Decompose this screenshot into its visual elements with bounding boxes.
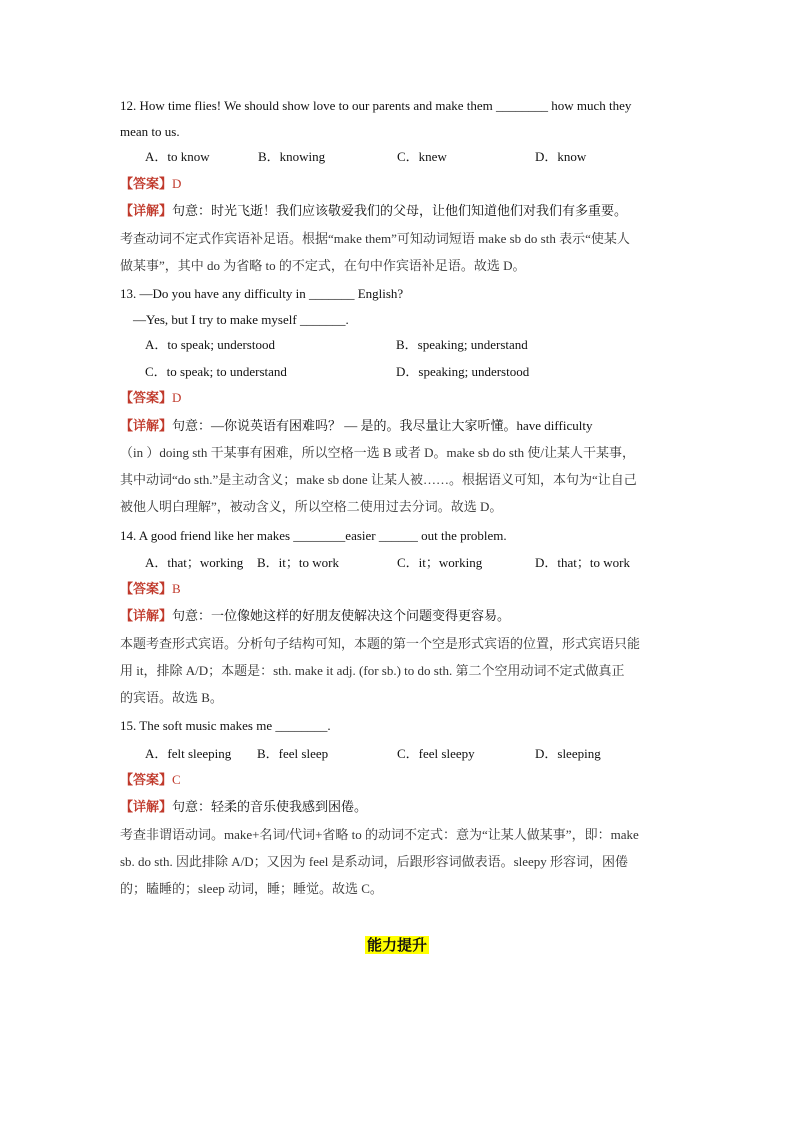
answer-value: D: [172, 390, 182, 405]
question-14-explanation: [120, 607, 674, 625]
question-14-answer: [120, 580, 674, 598]
q12-option-b: B．knowing: [258, 149, 326, 164]
answer-label: 【答案】: [120, 772, 173, 787]
question-13-explanation: [120, 417, 674, 435]
question-15-explanation: [120, 798, 674, 816]
question-15-explanation-line: 考查非谓语动词。make+名词/代词+省略 to 的动词不定式：意为“让某人做某事”，即：make: [120, 827, 639, 842]
answer-label: 【答案】: [120, 390, 173, 405]
question-13-explanation-line: 其中动词“do sth.”是主动含义；make sb done 让某人被……。根据语义可知，本句为“让自己: [120, 472, 637, 487]
section-heading-text: 能力提升: [366, 936, 427, 954]
question-12-stem: 12. How time flies! We should show love to our parents and make them ________ how much they: [120, 98, 632, 113]
answer-label: 【答案】: [120, 176, 173, 191]
q15-option-a: A．felt sleeping: [145, 746, 232, 761]
question-13-stem-cont: —Yes, but I try to make myself _______.: [133, 312, 349, 327]
q13-option-c: C．to speak; to understand: [145, 364, 287, 379]
q15-option-c: C．feel sleepy: [397, 746, 475, 761]
q12-option-a: A．to know: [145, 149, 210, 164]
question-13-explanation-line: （in ）doing sth 干某事有困难，所以空格一选 B 或者 D。make sb do sth 使/让某人干某事，: [120, 445, 635, 460]
explain-label: 【详解】: [120, 799, 173, 814]
explain-text: 句意：—你说英语有困难吗？ — 是的。我尽量让大家听懂。have difficulty: [172, 418, 593, 433]
question-15-explanation-line: sb. do sth. 因此排除 A/D；又因为 feel 是系动词，后跟形容词做表语。sleepy 形容词，困倦: [120, 854, 629, 869]
question-14-stem: 14. A good friend like her makes ________easier ______ out the problem.: [120, 528, 507, 543]
explain-label: 【详解】: [120, 418, 173, 433]
section-heading: [0, 934, 794, 955]
explain-label: 【详解】: [120, 203, 173, 218]
answer-label: 【答案】: [120, 581, 173, 596]
answer-value: B: [172, 581, 181, 596]
q14-option-b: B．it；to work: [257, 555, 339, 570]
question-13-stem: 13. —Do you have any difficulty in _______ English?: [120, 286, 404, 301]
explain-label: 【详解】: [120, 608, 173, 623]
q13-option-a: A．to speak; understood: [145, 337, 275, 352]
q14-option-a: A．that；working: [145, 555, 244, 570]
question-14-explanation-line: 用 it，排除 A/D；本题是：sth. make it adj. (for sb.) to do sth. 第二个空用动词不定式做真正: [120, 663, 625, 678]
q12-option-d: D．know: [535, 149, 587, 164]
q14-option-d: D．that；to work: [535, 555, 630, 570]
q13-option-d: D．speaking; understood: [396, 364, 530, 379]
question-15-answer: [120, 771, 674, 789]
question-14-explanation-line: 的宾语。故选 B。: [120, 690, 223, 705]
explain-text: 句意：轻柔的音乐使我感到困倦。: [172, 799, 368, 814]
answer-value: C: [172, 772, 181, 787]
q13-option-b: B．speaking; understand: [396, 337, 528, 352]
question-15-explanation-line: 的；瞌睡的；sleep 动词，睡；睡觉。故选 C。: [120, 881, 383, 896]
q14-option-c: C．it；working: [397, 555, 483, 570]
explain-text: 句意：一位像她这样的好朋友使解决这个问题变得更容易。: [172, 608, 511, 623]
question-12-explanation-line: 做某事”，其中 do 为省略 to 的不定式，在句中作宾语补足语。故选 D。: [120, 258, 526, 273]
q15-option-d: D．sleeping: [535, 746, 601, 761]
q12-option-c: C．knew: [397, 149, 447, 164]
question-13-answer: [120, 389, 674, 407]
question-12-stem-cont: mean to us.: [120, 124, 180, 139]
answer-value: D: [172, 176, 182, 191]
question-13-explanation-line: 被他人明白理解”，被动含义，所以空格二使用过去分词。故选 D。: [120, 499, 503, 514]
question-14-explanation-line: 本题考查形式宾语。分析句子结构可知，本题的第一个空是形式宾语的位置，形式宾语只能: [120, 636, 641, 651]
question-15-stem: 15. The soft music makes me ________.: [120, 718, 331, 733]
question-12-explanation: [120, 202, 674, 220]
question-12-answer: [120, 175, 674, 193]
q15-option-b: B．feel sleep: [257, 746, 329, 761]
question-12-explanation-line: 考查动词不定式作宾语补足语。根据“make them”可知动词短语 make sb do sth 表示“使某人: [120, 231, 630, 246]
explain-text: 句意：时光飞逝！我们应该敬爱我们的父母，让他们知道他们对我们有多重要。: [172, 203, 628, 218]
